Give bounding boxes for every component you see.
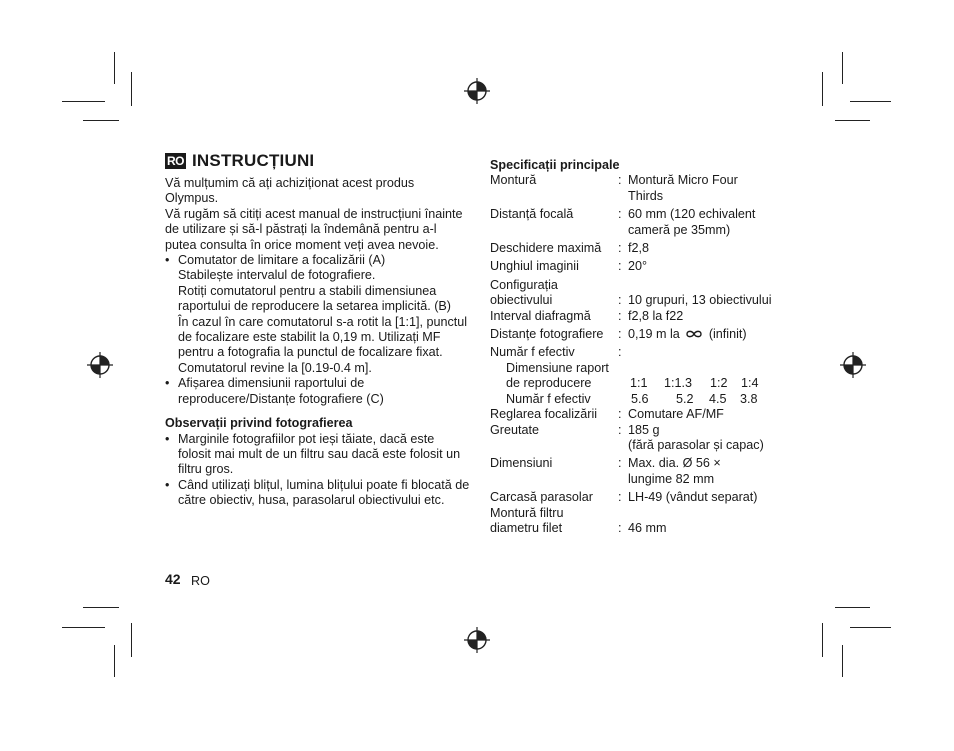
spec-value-line: (fără parasolar și capac) (628, 437, 764, 452)
spec-row-focal-length (490, 207, 800, 238)
spec-row-reproduction-ratio (490, 376, 800, 391)
registration-mark-icon (464, 627, 490, 653)
spec-value (628, 423, 800, 454)
spec-row-weight (490, 423, 800, 454)
spec-colon: : (618, 308, 622, 323)
spec-sub-label: de reproducere (506, 376, 592, 391)
crop-mark (842, 645, 843, 677)
spec-value-line: Max. dia. Ø 56 × (628, 456, 721, 471)
crop-mark (822, 72, 823, 106)
intro-thanks: Vă mulțumim că ați achiziționat acest produs Olympus. (165, 176, 415, 206)
crop-mark (114, 645, 115, 677)
language-badge: RO (167, 154, 184, 168)
page-header (165, 150, 470, 172)
feature-list (165, 253, 470, 407)
spec-label: Reglarea focalizării (490, 407, 598, 422)
ratio-value: 1:1.3 (664, 376, 693, 391)
crop-mark (83, 120, 119, 121)
intro-read-manual: Vă rugăm să citiți acest manual de instrucțiuni înainte de utilizare și să-l păstrați la îndemână pentru a-l putea consulta în orice moment veți avea nevoie. (165, 206, 463, 252)
bullet-dot: • (165, 431, 170, 446)
spec-value (628, 207, 800, 238)
effective-values (631, 392, 758, 407)
instructions-column (165, 150, 470, 509)
spec-value-line: 60 mm (120 echivalent (628, 207, 756, 222)
spec-value: 46 mm (628, 520, 667, 535)
spec-colon: : (618, 520, 622, 535)
spec-value: f2,8 la f22 (628, 308, 684, 323)
spec-row-mount (490, 173, 800, 204)
spec-value (628, 173, 800, 204)
page-number: 42 (165, 571, 181, 587)
spec-value: Comutare AF/MF (628, 407, 724, 422)
page-title: INSTRUCȚIUNI (192, 151, 315, 171)
spec-label: Număr f efectiv (490, 345, 575, 360)
crop-mark (822, 623, 823, 657)
bullet-line: Rotiți comutatorul pentru a stabili dimensiunea raportului de reproducere la setarea implicită. (B) (178, 283, 451, 314)
bullet-line: Comutator de limitare a focalizării (A) (178, 253, 386, 268)
spec-value: f2,8 (628, 241, 650, 256)
spec-label: Unghiul imaginii (490, 259, 579, 274)
bullet-dot: • (165, 376, 170, 391)
spec-colon: : (618, 259, 622, 274)
spec-colon: : (618, 422, 622, 437)
spec-row-angle (490, 259, 800, 274)
crop-mark (83, 607, 119, 608)
crop-mark (131, 72, 132, 106)
bullet-line: Afișarea dimensiunii raportului de reproducere/Distanțe fotografiere (C) (178, 376, 384, 406)
spec-label: Carcasă parasolar (490, 490, 593, 505)
ratio-value: 1:4 (741, 376, 759, 391)
spec-label: Montură filtru (490, 505, 564, 520)
spec-colon: : (618, 241, 622, 256)
spec-label: diametru filet (490, 520, 563, 535)
infinity-icon (685, 329, 703, 339)
spec-value-line: lungime 82 mm (628, 471, 715, 486)
registration-mark-icon (464, 78, 490, 104)
crop-mark (835, 607, 870, 608)
observations-list (165, 432, 470, 509)
registration-mark-icon (87, 352, 113, 378)
fnumber-value: 5.2 (676, 391, 694, 406)
spec-row-dimensions (490, 456, 800, 487)
spec-label: obiectivului (490, 293, 553, 308)
spec-label: Interval diafragmă (490, 308, 591, 323)
crop-mark (850, 627, 891, 628)
spec-label: Distanță focală (490, 207, 574, 222)
spec-value (628, 456, 800, 487)
spec-row-aperture-range (490, 309, 800, 324)
spec-value (628, 345, 800, 360)
bullet-line: Când utilizați blițul, lumina blițului poate fi blocată de către obiectiv, husa, parasolarul obiectivului etc. (178, 477, 470, 508)
bullet-line: Stabilește intervalul de fotografiere. (178, 268, 376, 283)
fnumber-value: 4.5 (709, 391, 727, 406)
spec-value: LH-49 (vândut separat) (628, 490, 758, 505)
spec-value-line: Montură Micro Four (628, 173, 738, 188)
spec-row-configuration (490, 293, 800, 308)
spec-colon: : (618, 456, 622, 471)
fnumber-value: 5.6 (631, 391, 649, 406)
ratio-values (630, 376, 759, 391)
spec-colon: : (618, 327, 622, 342)
spec-value-line: Thirds (628, 188, 663, 203)
spec-label: Deschidere maximă (490, 241, 602, 256)
spec-colon: : (618, 173, 622, 188)
spec-row-lens-hood (490, 490, 800, 505)
list-item (165, 253, 470, 376)
bullet-line: În cazul în care comutatorul s-a rotit la [1:1], punctul de focalizare este stabilit la 0,19 m. Utilizați MF pentru a fotografia la punctul de focalizare fixat. Comutatorul revine la [0.19-0.4 m]. (178, 314, 468, 375)
list-item (165, 478, 470, 509)
list-item (165, 432, 470, 478)
spec-colon: : (618, 345, 622, 360)
crop-mark (62, 627, 105, 628)
list-item (165, 376, 470, 407)
crop-mark (842, 52, 843, 84)
specifications-column (490, 158, 800, 536)
spec-value-text: 0,19 m la (628, 327, 680, 342)
specs-heading: Specificații principale (490, 158, 620, 172)
registration-mark-icon (840, 352, 866, 378)
spec-sub-label: Dimensiune raport (506, 360, 609, 375)
bullet-dot: • (165, 253, 170, 268)
spec-label: Greutate (490, 422, 540, 437)
crop-mark (62, 101, 105, 102)
page-language: RO (191, 574, 210, 588)
crop-mark (131, 623, 132, 657)
spec-colon: : (618, 490, 622, 505)
crop-mark (850, 101, 891, 102)
spec-row-effective-fnumber (490, 345, 800, 360)
spec-value: 20° (628, 259, 648, 274)
spec-label: Montură (490, 173, 537, 188)
crop-mark (114, 52, 115, 84)
spec-value-line: cameră pe 35mm) (628, 222, 731, 237)
bullet-dot: • (165, 477, 170, 492)
fnumber-value: 3.8 (740, 391, 758, 406)
spec-row-focusing (490, 407, 800, 422)
ratio-value: 1:1 (630, 376, 648, 391)
spec-row-max-aperture (490, 241, 800, 256)
spec-label: Configurația (490, 277, 558, 292)
spec-colon: : (618, 407, 622, 422)
spec-row-effective-values (490, 392, 800, 407)
ratio-value: 1:2 (710, 376, 728, 391)
spec-row-filter-diameter (490, 521, 800, 536)
spec-colon: : (618, 207, 622, 222)
spec-value-line: 185 g (628, 422, 660, 437)
spec-value: 10 grupuri, 13 obiectivului (628, 293, 772, 308)
spec-row-shooting-distance (490, 327, 800, 342)
observations-heading: Observații privind fotografierea (165, 416, 353, 431)
spec-sub-label: Număr f efectiv (506, 391, 591, 406)
crop-mark (835, 120, 870, 121)
spec-label: Dimensiuni (490, 456, 553, 471)
spec-colon: : (618, 293, 622, 308)
spec-value-text: (infinit) (708, 327, 747, 342)
bullet-line: Marginile fotografiilor pot ieși tăiate, dacă este folosit mai mult de un filtru sau dacă este folosit un filtru gros. (178, 431, 461, 477)
spec-value (628, 327, 800, 342)
spec-label: Distanțe fotografiere (490, 327, 604, 342)
